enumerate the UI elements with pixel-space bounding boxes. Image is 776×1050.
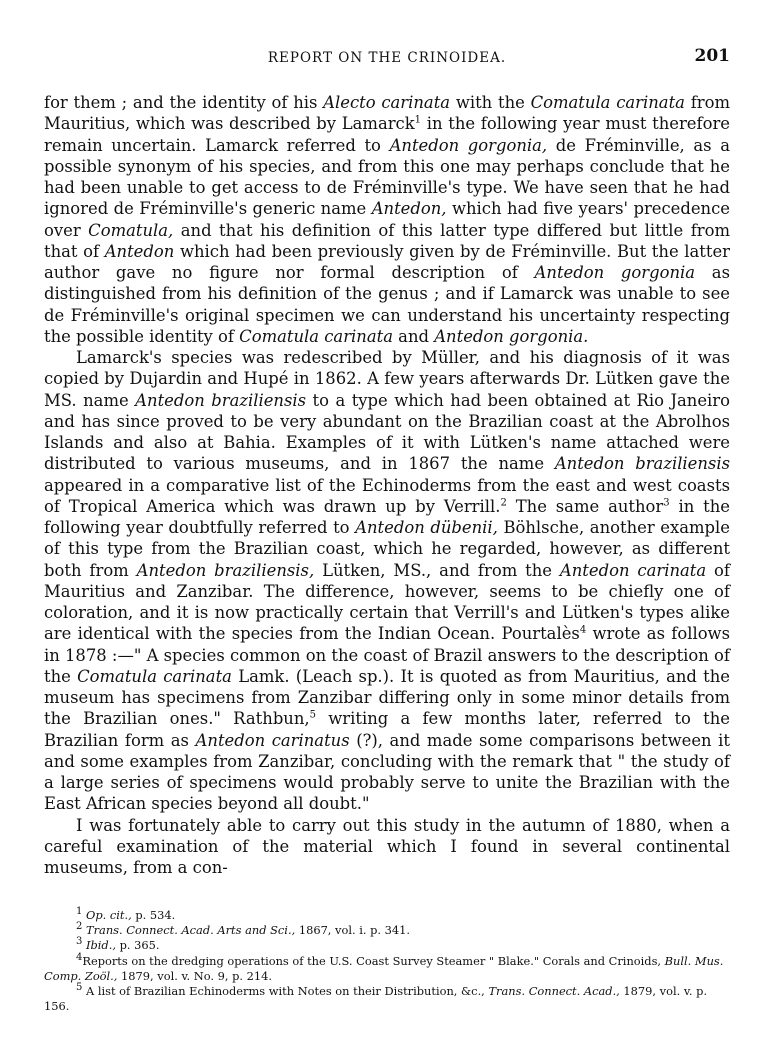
paragraph — [44, 815, 730, 879]
text-run: 1867, vol. i. p. 341. — [295, 923, 411, 938]
footnote-marker: 1 — [414, 114, 422, 126]
italic-text: Antedon gorgonia. — [434, 326, 589, 346]
text-run: (?), and made some comparisons between it and some examples from Zanzibar, concluding with the remark that " the study of a large series of specimens would probably serve to unite the Brazilian with the East African species beyond all doubt." — [44, 730, 730, 814]
footnote-marker: 2 — [76, 921, 83, 933]
footnote — [44, 908, 730, 923]
footnote-marker: 5 — [76, 982, 83, 994]
paragraph — [44, 92, 730, 347]
italic-text: Antedon, — [371, 199, 447, 219]
text-run: Lamarck's species was redescribed by Müller, and his diagnosis of it was copied by Dujardin and Hupé in 1862. A few years afterwards Dr. Lütken gave the MS. name — [44, 348, 730, 410]
text-run: and that his definition of this latter type differed but little from that of — [44, 220, 730, 261]
text-run: with the — [450, 93, 531, 112]
paragraph — [44, 347, 730, 815]
text-run: and — [392, 326, 435, 346]
footnote-marker: 5 — [309, 709, 317, 721]
text-run: to a type which had been obtained at Rio Janeiro and has since proved to be very abundant on the Brazilian coast at the Abrolhos Islands and also at Bahia. Examples of it with Lütken's name attached were distributed to various museums, and in 1867 the name — [44, 390, 730, 474]
text-run: of Mauritius and Zanzibar. The difference, however, seems to be chiefly one of coloration, and it is now practically certain that Verrill's and Lütken's types alike are identical with the species from the Indian Ocean. Pourtalès — [44, 560, 730, 644]
text-run: A list of Brazilian Echinoderms with Notes on their Distribution, &c., — [82, 984, 489, 999]
text-run: in the following year must therefore remain uncertain. Lamarck referred to — [44, 114, 730, 155]
body-text — [44, 92, 730, 878]
footnote-marker: 1 — [76, 906, 83, 918]
footnote — [44, 951, 730, 984]
text-run: Lamk. (Leach sp.). It is quoted as from Mauritius, and the museum has specimens from Zanzibar differing only in some minor details from the Brazilian ones." Rathbun, — [44, 666, 730, 729]
text-run: which had five years' precedence over — [44, 199, 730, 240]
text-run: de Fréminville, as a possible synonym of his species, and from this one may perhaps conclude that he had been unable to get access to de Fréminville's type. We have seen that he had ignored de Fréminville's generic name — [44, 135, 730, 219]
text-run: 1879, vol. v. p. 156. — [44, 984, 708, 1014]
italic-text: Ibid., — [86, 938, 116, 953]
footnote-marker: 3 — [76, 936, 83, 948]
italic-text: Antedon dübenii, — [355, 518, 498, 537]
italic-text: Comatula carinata — [530, 93, 685, 112]
text-run: as distinguished from his definition of the genus ; and if Lamarck was unable to see de Fréminville's original specimen we can understand his uncertainty respecting the possible identity of — [44, 263, 730, 346]
italic-text: Comatula, — [88, 220, 174, 240]
text-run: Böhlsche, another example of this type from the Brazilian coast, which he regarded, however, as different both from — [44, 518, 730, 580]
footnote — [44, 984, 730, 1014]
text-run: Lütken, MS., and from the — [314, 560, 560, 580]
text-run: 1879, vol. v. No. 9, p. 214. — [117, 968, 273, 983]
italic-text: Antedon braziliensis — [554, 454, 730, 474]
text-run: p. 365. — [115, 938, 160, 953]
italic-text: Bull. Mus. Comp. Zoöl., — [44, 953, 724, 983]
italic-text: Antedon — [104, 241, 175, 261]
text-run: Reports on the dredging operations of the U.S. Coast Survey Steamer " Blake." Corals and Crinoids, — [82, 953, 665, 968]
italic-text: Trans. Connect. Acad. Arts and Sci., — [86, 923, 296, 938]
italic-text: Op. cit., — [86, 908, 132, 922]
italic-text: Antedon carinata — [559, 560, 707, 580]
italic-text: Antedon carinatus — [195, 730, 350, 750]
footnotes — [44, 908, 730, 1014]
italic-text: Comatula carinata — [77, 666, 232, 686]
footnote-marker: 3 — [663, 497, 670, 509]
page-number: 201 — [694, 46, 730, 66]
text-run: I was fortunately able to carry out this study in the autumn of 1880, when a careful examination of the material which I found in several continental museums, from a con- — [44, 815, 730, 877]
italic-text: Comatula carinata — [239, 326, 393, 346]
italic-text: Antedon braziliensis — [135, 390, 307, 410]
footnote — [44, 923, 730, 938]
italic-text: Antedon braziliensis, — [136, 560, 315, 580]
italic-text: Trans. Connect. Acad., — [488, 984, 620, 999]
italic-text: Antedon gorgonia, — [389, 135, 548, 155]
footnote-marker: 4 — [76, 951, 83, 963]
text-run: from Mauritius, which was described by Lamarck — [44, 93, 731, 134]
text-run: writing a few months later, referred to the Brazilian form as — [44, 709, 730, 750]
text-run: The same author — [506, 496, 664, 516]
text-run: for them ; and the identity of his — [44, 93, 324, 112]
footnote-marker: 2 — [500, 497, 507, 509]
italic-text: Antedon gorgonia — [534, 263, 696, 282]
page — [44, 44, 730, 878]
running-header — [44, 44, 730, 68]
text-run: in the following year doubtfully referred to — [44, 496, 731, 537]
footnote — [44, 938, 730, 953]
text-run: p. 534. — [131, 908, 176, 922]
text-run: wrote as follows in 1878 :—" A species common on the coast of Brazil answers to the description of the — [44, 624, 731, 686]
text-run: which had been previously given by de Fréminville. But the latter author gave no figure nor formal description of — [44, 241, 731, 282]
italic-text: Alecto carinata — [323, 93, 451, 112]
text-run: appeared in a comparative list of the Echinoderms from the east and west coasts of Tropical America which was drawn up by Verrill. — [44, 475, 730, 516]
running-title: REPORT ON THE CRINOIDEA. — [267, 50, 507, 66]
footnote-marker: 4 — [579, 624, 587, 636]
